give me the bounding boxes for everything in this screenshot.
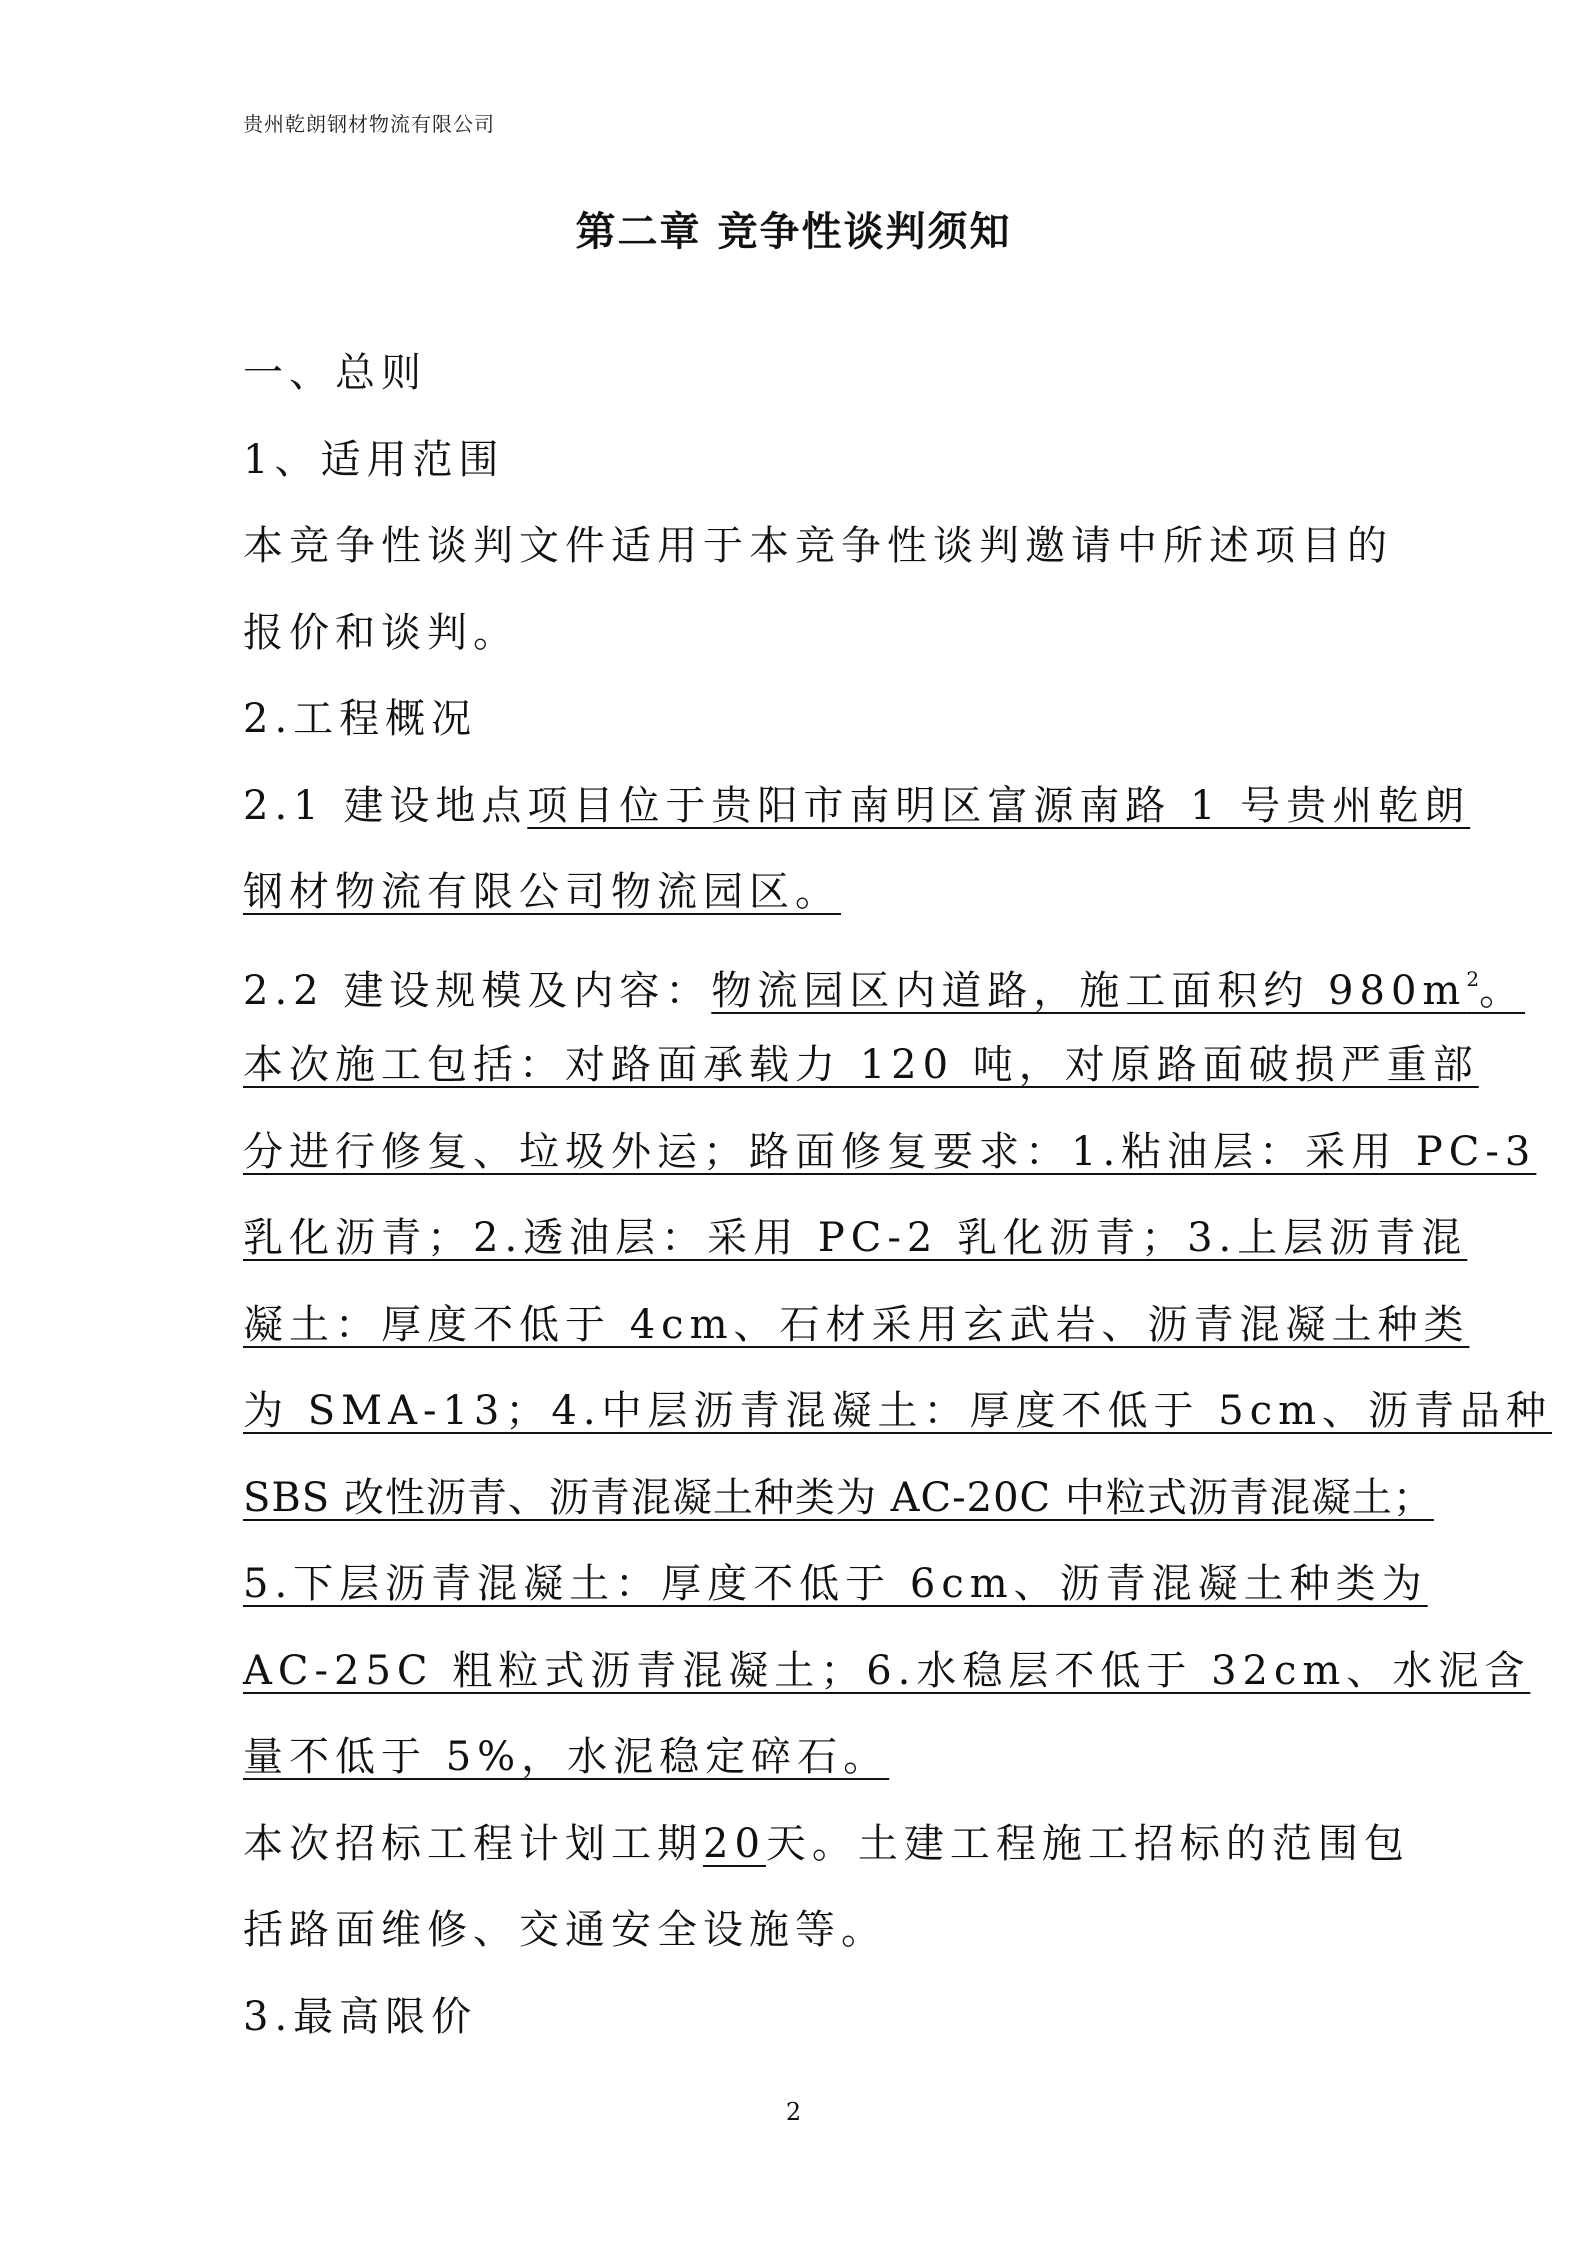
scale-line-4	[243, 1195, 1468, 1282]
scope-line-1: 本竞争性谈判文件适用于本竞争性谈判邀请中所述项目的	[243, 523, 1393, 569]
scale-text-5: 凝土：厚度不低于 4cm、石材采用玄武岩、沥青混凝土种类	[243, 1301, 1470, 1348]
scale-line-10	[243, 1714, 1363, 1801]
location-line-1	[243, 763, 1471, 850]
scale-label: 2.2 建设规模及内容：	[243, 967, 712, 1014]
scale-line-6	[243, 1368, 1553, 1455]
scale-text-9: AC-25C 粗粒式沥青混凝土；6.水稳层不低于 32cm、水泥含	[243, 1647, 1531, 1694]
square-superscript: 2	[1466, 966, 1480, 991]
scale-text-7: SBS 改性沥青、沥青混凝土种类为 AC-20C 中粒式沥青混凝土；	[243, 1474, 1434, 1521]
period-text-a: 本次招标工程计划工期	[243, 1820, 703, 1867]
section-general-heading: 一、总则	[243, 350, 427, 396]
scale-text-2: 本次施工包括：对路面承载力 120 吨，对原路面破损严重部	[243, 1042, 1479, 1088]
scale-line-9	[243, 1628, 1531, 1715]
scale-text-4: 乳化沥青；2.透油层：采用 PC-2 乳化沥青；3.上层沥青混	[243, 1215, 1468, 1261]
overview-heading: 2.工程概况	[243, 696, 478, 742]
price-heading: 3.最高限价	[243, 1993, 478, 2040]
location-line-2	[243, 849, 1363, 936]
company-header: 贵州乾朗钢材物流有限公司	[243, 112, 495, 136]
chapter-title: 第二章 竞争性谈判须知	[575, 209, 1012, 255]
scale-line-2	[243, 1022, 1479, 1109]
scale-line-3	[243, 1109, 1537, 1196]
scale-text-10: 量不低于 5%，水泥稳定碎石。	[243, 1734, 890, 1780]
period-text-b: 天。土建工程施工招标的范围包	[765, 1820, 1410, 1867]
scope-line-2: 报价和谈判。	[243, 609, 519, 656]
scale-area-text: 物流园区内道路，施工面积约 980m	[711, 967, 1467, 1014]
period-line-2: 括路面维修、交通安全设施等。	[243, 1907, 887, 1953]
scale-line-8	[243, 1541, 1428, 1628]
location-text-1: 项目位于贵阳市南明区富源南路 1 号贵州乾朗	[527, 782, 1471, 829]
page-number: 2	[785, 2098, 802, 2126]
scale-text-1	[711, 968, 1525, 1014]
document-body	[243, 330, 1553, 2060]
scale-text-6: 为 SMA-13；4.中层沥青混凝土：厚度不低于 5cm、沥青品种	[243, 1388, 1553, 1434]
location-label: 2.1 建设地点	[243, 782, 528, 829]
location-text-2: 钢材物流有限公司物流园区。	[243, 869, 841, 915]
scale-period: 。	[1479, 967, 1526, 1014]
scale-line-5	[243, 1282, 1470, 1369]
scale-line-1	[243, 936, 1526, 1023]
scale-line-7	[243, 1455, 1434, 1542]
period-line-1	[243, 1801, 1410, 1888]
scale-text-8: 5.下层沥青混凝土：厚度不低于 6cm、沥青混凝土种类为	[243, 1561, 1428, 1607]
scale-text-3: 分进行修复、垃圾外运；路面修复要求：1.粘油层：采用 PC-3	[243, 1128, 1537, 1175]
scope-heading: 1、适用范围	[243, 436, 505, 483]
period-days: 20	[703, 1820, 766, 1867]
